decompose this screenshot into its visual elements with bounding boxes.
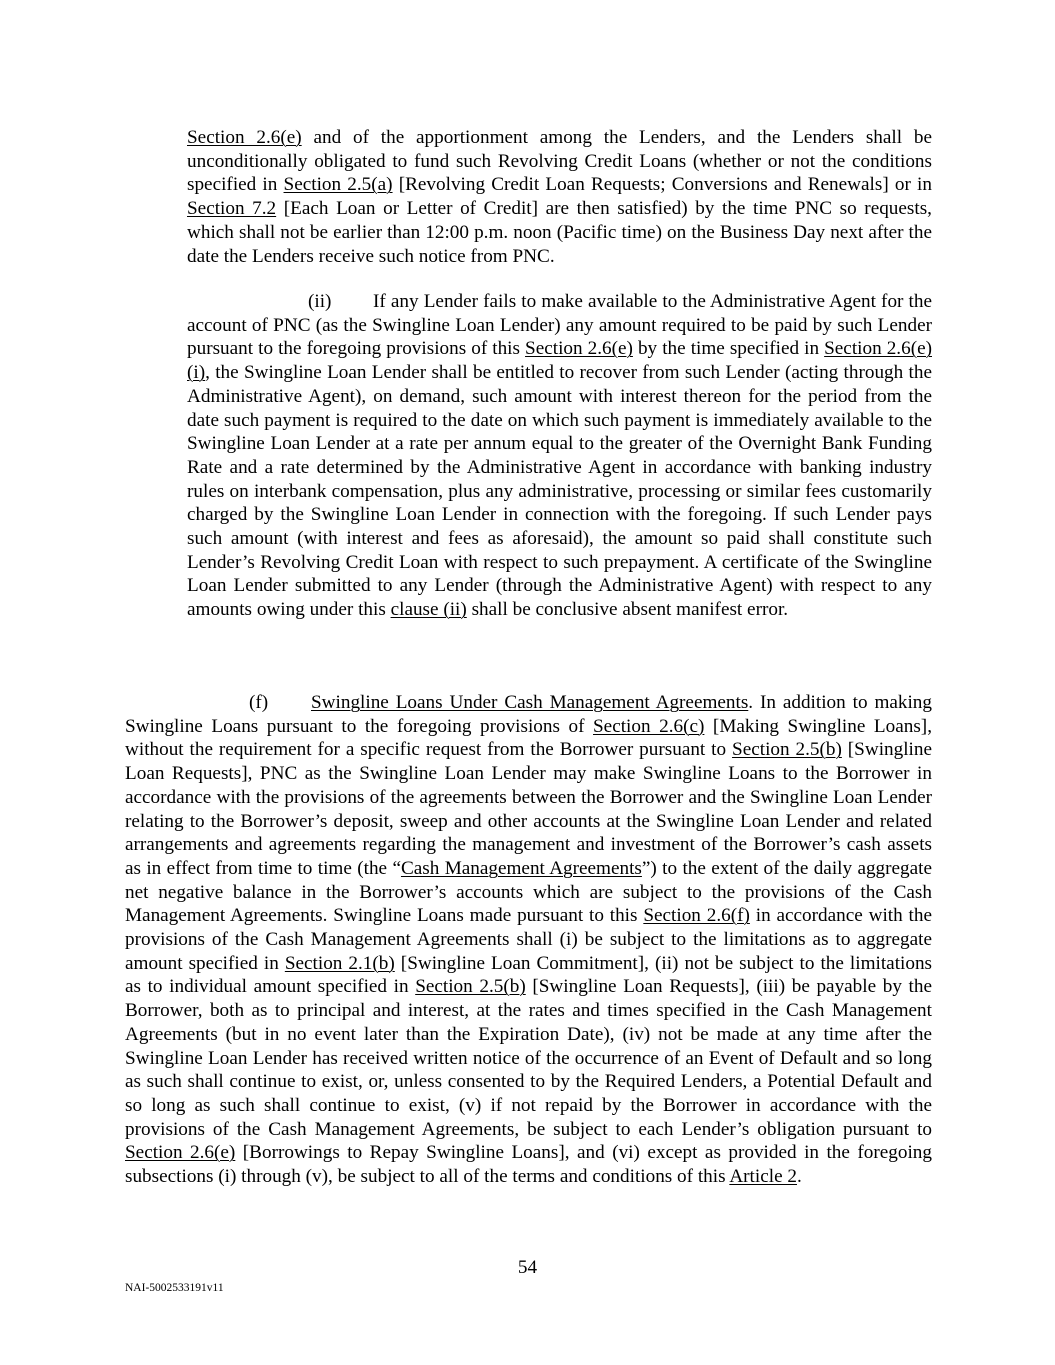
cross-reference: Section 2.5(a) (283, 174, 393, 196)
paragraph-text: and of the apportionment among the Lenders, and the Lenders shall be unconditionally obligated to fund such Revolving Credit Loans (whether or not the conditions specified in (187, 127, 932, 196)
paragraph-text: If any Lender fails to make available to the Administrative Agent for the account of PNC (as the Swingline Loan Lender) any amount required to be paid by such Lender pursuant to the foregoing provisions of this (187, 291, 932, 360)
cross-reference: Section 2.5(b) (732, 739, 842, 761)
cross-reference: Section 2.6(e)(i) (187, 338, 932, 384)
paragraph-text: [Making Swingline Loans], without the requirement for a specific request from the Borrower pursuant to (125, 715, 932, 761)
cross-reference: clause (ii) (390, 599, 467, 621)
paragraph-text: [Each Loan or Letter of Credit] are then satisfied) by the time PNC so requests, which shall not be earlier than 12:00 p.m. noon (Pacific time) on the Business Day next after the date the Lenders receive such notice from PNC. (187, 198, 932, 267)
paragraph-text: in accordance with the provisions of the Cash Management Agreements shall (i) be subject to the limitations as to aggregate amount specified in (125, 905, 933, 974)
document-id: NAI-5002533191v11 (125, 1282, 224, 1294)
cross-reference: Section 2.6(c) (593, 715, 705, 737)
cross-reference: Section 7.2 (187, 198, 277, 220)
subsection-heading: Swingline Loans Under Cash Management Agreements (311, 692, 749, 713)
paragraph-text: shall be conclusive absent manifest error. (466, 599, 789, 621)
clause-marker: (ii) (308, 291, 332, 312)
cross-reference: Article 2 (729, 1166, 797, 1188)
cross-reference: Section 2.6(e) (187, 127, 302, 148)
paragraph-text: . (796, 1166, 802, 1188)
paragraph-text: [Revolving Credit Loan Requests; Conversions and Renewals] or in (392, 174, 932, 196)
paragraph-clause-ii (187, 290, 932, 622)
defined-term: Cash Management Agreements (400, 857, 642, 879)
paragraph-continuation (187, 126, 932, 268)
paragraph-text: [Swingline Loan Requests], (iii) be payable by the Borrower, both as to principal and interest, at the rates and times specified in the Cash Management Agreements (but in no event later than the Expiration Date), (iv) not be made at any time after the Swingline Loan Lender has received written notice of the occurrence of an Event of Default and so long as such shall continue to exist, or, unless consented to by the Required Lenders, a Potential Default and so long as such shall continue to exist, (v) if not repaid by the Borrower in accordance with the provisions of the Cash Management Agreements, be subject to each Lender’s obligation pursuant to (125, 976, 932, 1140)
paragraph-text: [Swingline Loan Commitment], (ii) not be subject to the limitations as to individual amount specified in (125, 952, 933, 998)
paragraph-text: . In addition to making Swingline Loans pursuant to the foregoing provisions of (125, 692, 932, 737)
cross-reference: Section 2.5(b) (415, 976, 526, 998)
cross-reference: Section 2.6(f) (643, 905, 750, 927)
paragraph-text: [Borrowings to Repay Swingline Loans], and (vi) except as provided in the foregoing subsections (i) through (v), be subject to all of the terms and conditions of this (125, 1142, 932, 1188)
cross-reference: Section 2.1(b) (284, 952, 395, 974)
paragraph-text: ”) to the extent of the daily aggregate net negative balance in the Borrower’s accounts which are subject to the provisions of the Cash Management Agreements. Swingline Loans made pursuant to this (125, 857, 933, 927)
page-number: 54 (517, 1257, 538, 1278)
paragraph-text: by the time specified in (632, 338, 825, 360)
paragraph-subsection-f (125, 691, 932, 1189)
cross-reference: Section 2.6(e) (525, 338, 633, 360)
paragraph-text: [Swingline Loan Requests], PNC as the Swingline Loan Lender may make Swingline Loans to the Borrower in accordance with the provisions of the agreements between the Borrower and the Swingline Loan Lender relating to the Borrower’s deposit, sweep and other accounts at the Swingline Loan Lender and related arrangements and agreements regarding the management and investment of the Borrower’s cash assets as in effect from time to time (the “ (125, 739, 933, 879)
cross-reference: Section 2.6(e) (125, 1142, 236, 1164)
paragraph-text: , the Swingline Loan Lender shall be entitled to recover from such Lender (acting through the Administrative Agent), on demand, such amount with interest thereon for the period from the date such payment is required to the date on which such payment is immediately available to the Swingline Loan Lender at a rate per annum equal to the greater of the Overnight Bank Funding Rate and a rate determined by the Administrative Agent in accordance with banking industry rules on interbank compensation, plus any administrative, processing or similar fees customarily charged by the Swingline Loan Lender in connection with the foregoing. If such Lender pays such amount (with interest and fees as aforesaid), the amount so paid shall constitute such Lender’s Revolving Credit Loan with respect to such prepayment. A certificate of the Swingline Loan Lender submitted to any Lender (through the Administrative Agent) with respect to any amounts owing under this (187, 362, 932, 621)
subsection-marker: (f) (249, 692, 269, 713)
